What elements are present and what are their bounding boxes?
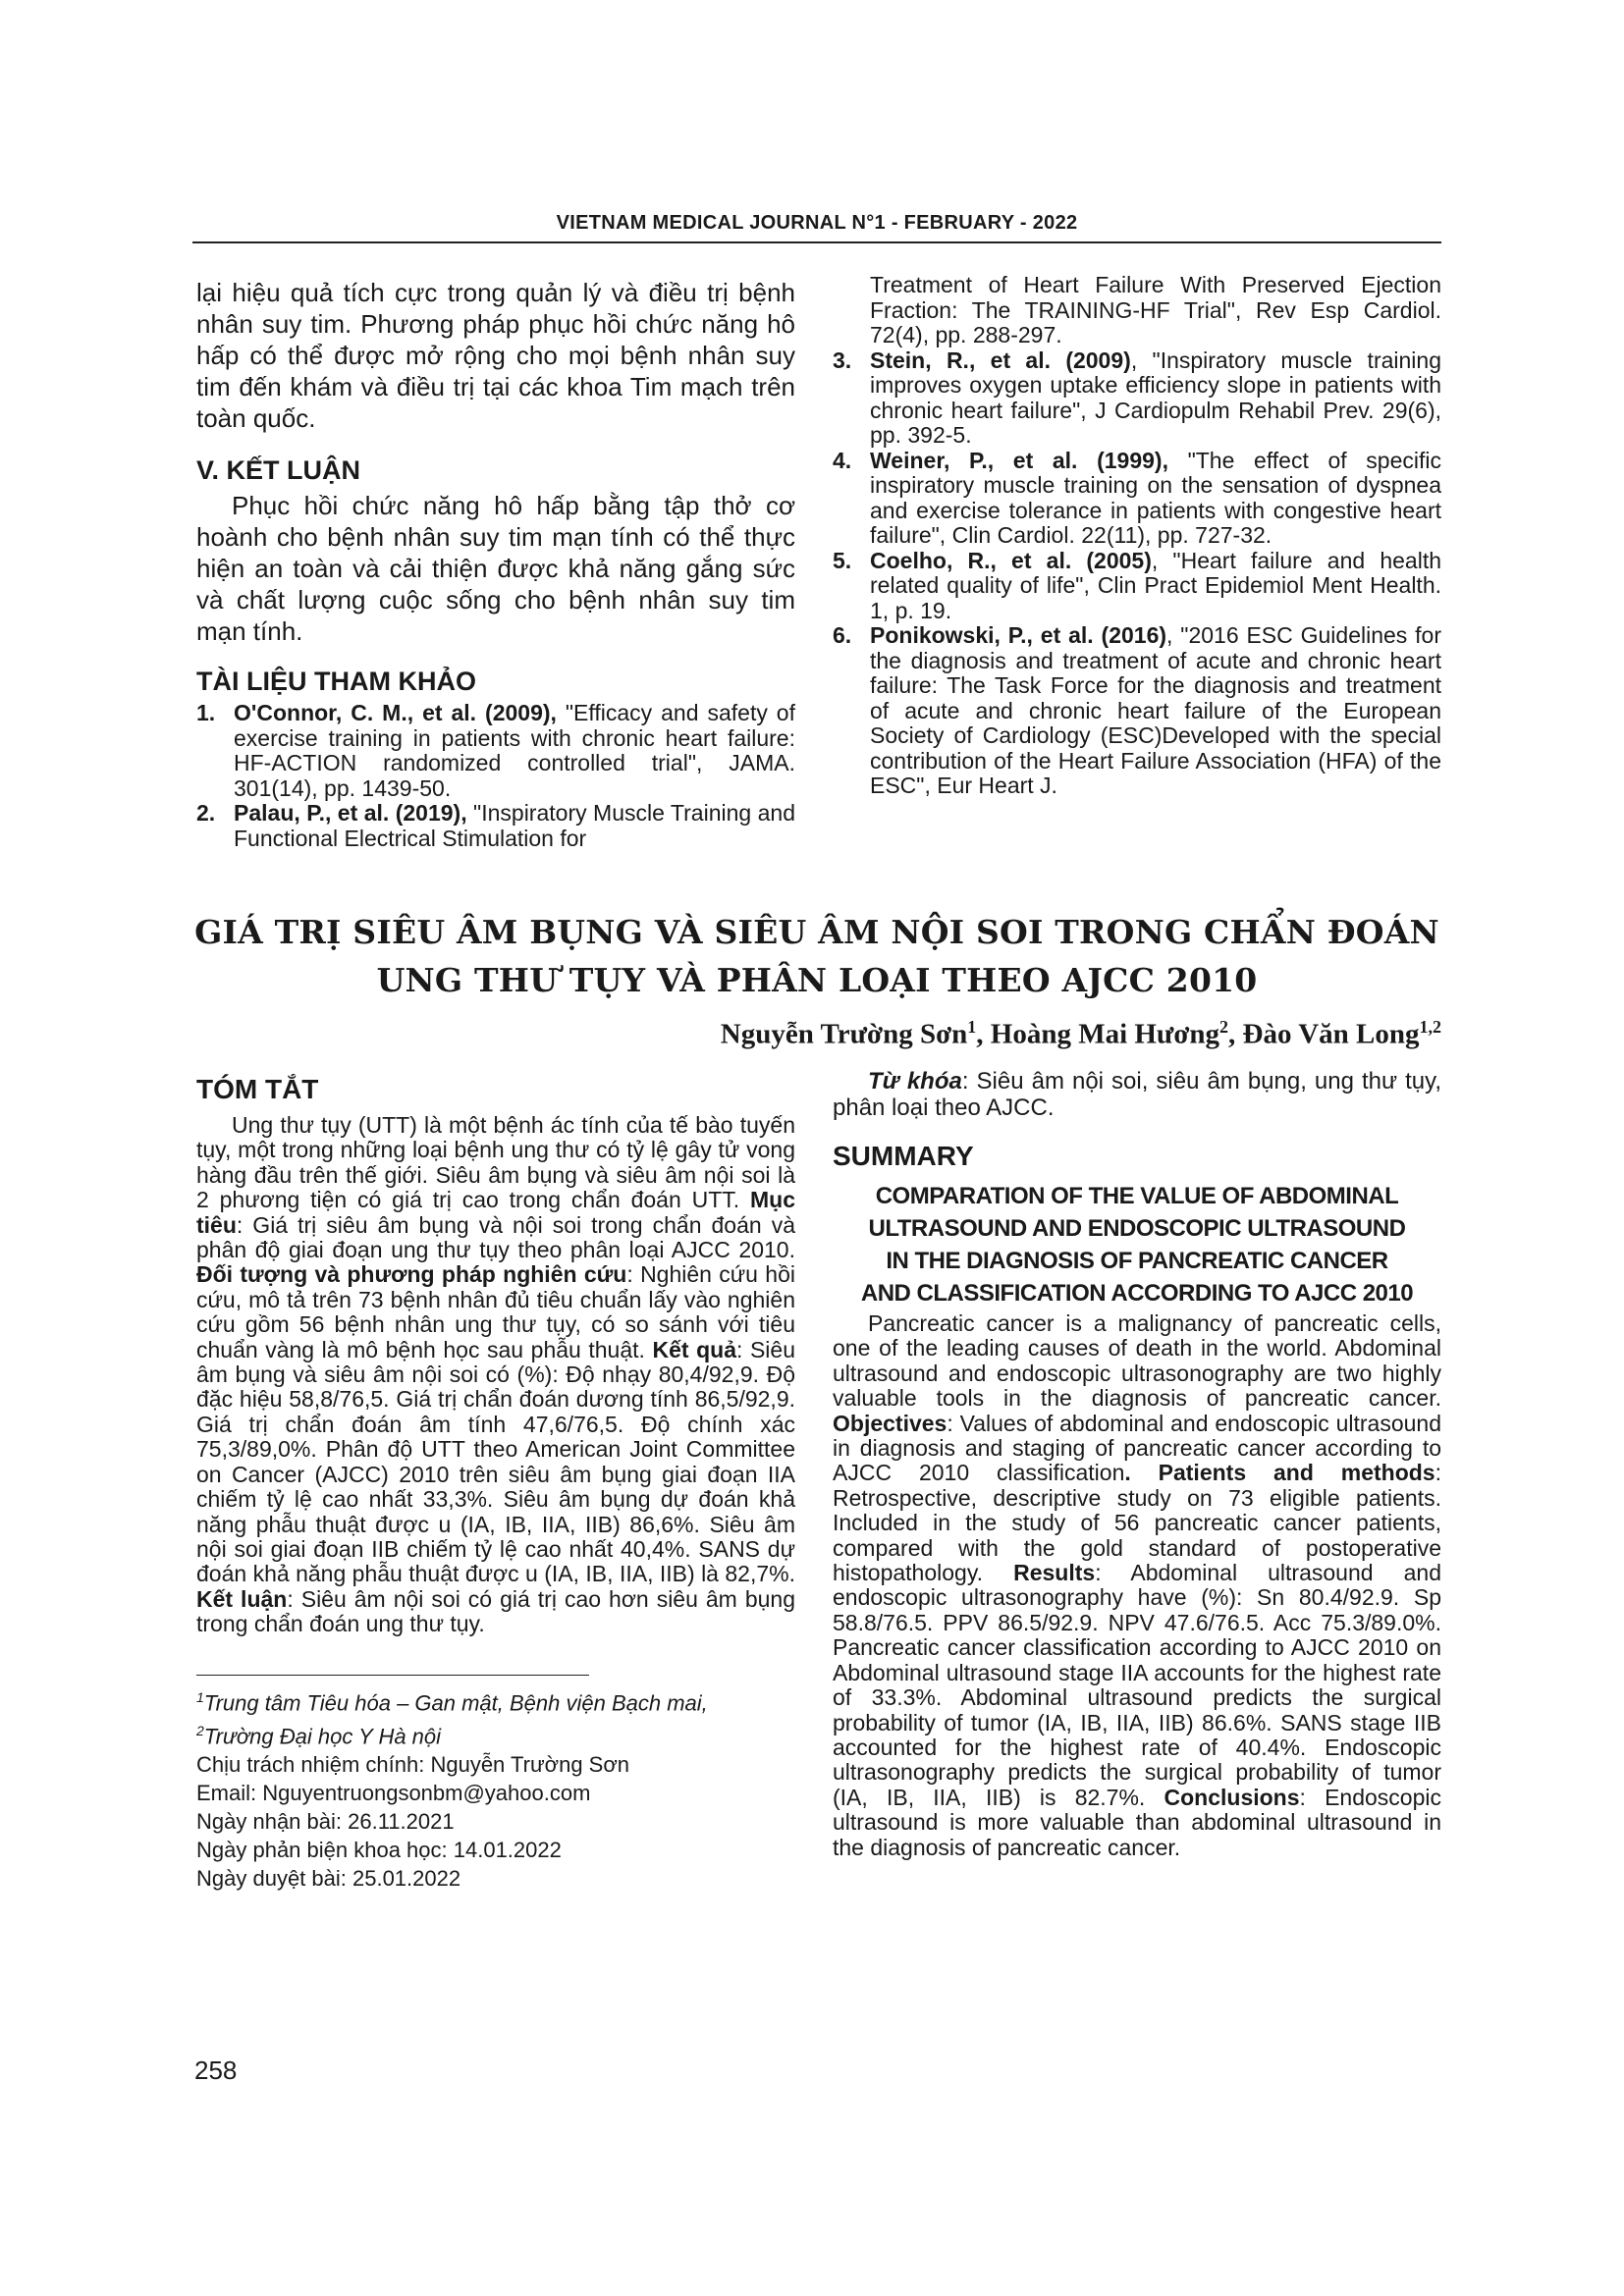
references-heading: TÀI LIỆU THAM KHẢO bbox=[196, 667, 476, 696]
author-email: Email: Nguyentruongsonbm@yahoo.com bbox=[196, 1781, 591, 1806]
reference-authors: Stein, R., et al. (2009) bbox=[870, 347, 1131, 373]
reference-list-right bbox=[833, 273, 1441, 799]
conclusion-heading: V. KẾT LUẬN bbox=[196, 455, 361, 485]
affiliation-mark: 2 bbox=[196, 1722, 204, 1738]
summary-en-conclusions-label: Conclusions bbox=[1164, 1784, 1300, 1810]
summary-title-line: IN THE DIAGNOSIS OF PANCREATIC CANCER bbox=[886, 1248, 1388, 1274]
summary-en-results-text: : Abdominal ultrasound and endoscopic ultrasonography have (%): Sn 80.4/92.9. Sp 58.8/76.5. PPV 86.5/92.9. NPV 47.6/76.5. Acc 75.3/89.0%. Pancreatic cancer classification according to AJCC 2010 on Abdominal ultrasound stage IIA accounts for the highest rate of 33.3%. Abdominal ultrasound predicts the surgical probability of tumor (IA, IB, IIA, IIB) 86.6%. SANS stage IIB accounted for the highest rate of 40.4%. Endoscopic ultrasonography predicts the surgical probability of tumor (IA, IB, IIA, IIB) is 82.7%. bbox=[833, 1560, 1441, 1810]
summary-title-line: AND CLASSIFICATION ACCORDING TO AJCC 2010 bbox=[860, 1280, 1414, 1307]
affiliation-text: Trung tâm Tiêu hóa – Gan mật, Bệnh viện Bạch mai, bbox=[203, 1689, 708, 1715]
summary-en-methods-label: . Patients and methods bbox=[1124, 1460, 1435, 1486]
abstract-vi-heading: TÓM TẮT bbox=[196, 1074, 319, 1104]
article-title-line-2: UNG THƯ TỤY VÀ PHÂN LOẠI THEO AJCC 2010 bbox=[376, 961, 1258, 999]
reference-list-left bbox=[196, 701, 795, 851]
summary-en-column bbox=[833, 1068, 1441, 1860]
reference-item bbox=[196, 701, 795, 801]
reference-authors: Ponikowski, P., et al. (2016) bbox=[870, 622, 1167, 648]
reference-authors: O'Connor, C. M., et al. (2009), bbox=[234, 700, 557, 725]
abstract-vi-methods-text: : Nghiên cứu hồi cứu, mô tả trên 73 bệnh nhân đủ tiêu chuẩn lấy vào nghiên cứu gồm 56 bệnh nhân ung thư tụy, có so sánh với tiêu chuẩn vàng là mô bệnh học sau phẫu thuật. bbox=[196, 1261, 795, 1362]
summary-en-intro: Pancreatic cancer is a malignancy of pancreatic cells, one of the leading causes of death in the world. Abdominal ultrasound and endoscopic ultrasonography are two highly valuable tools in the diagnosis of pancreatic cancer. bbox=[833, 1310, 1441, 1412]
reference-item bbox=[196, 801, 795, 851]
reference-text: , "Inspiratory muscle training improves oxygen uptake efficiency slope in patients with chronic heart failure", J Cardiopulm Rehabil Prev. 29(6), pp. 392-5. bbox=[870, 347, 1441, 448]
reference-item bbox=[833, 623, 1441, 799]
abstract-vi-results-label: Kết quả bbox=[652, 1336, 736, 1362]
summary-en-objectives-text: : Values of abdominal and endoscopic ultrasound in diagnosis and staging of pancreatic cancer according to AJCC 2010 classification bbox=[833, 1410, 1441, 1486]
abstract-vi-conclusion-label: Kết luận bbox=[196, 1585, 288, 1612]
author-separator: , bbox=[976, 1018, 991, 1050]
affiliation-2 bbox=[196, 1717, 795, 1750]
affiliation-mark: 1 bbox=[196, 1688, 204, 1705]
reference-text: "Efficacy and safety of exercise training in patients with chronic heart failure: HF-ACTION randomized controlled trial", JAMA. 301(14), pp. 1439-50. bbox=[234, 700, 795, 801]
header-rule bbox=[192, 241, 1441, 243]
reference-number: 4. bbox=[833, 447, 852, 473]
summary-en-objectives-label: Objectives bbox=[833, 1410, 947, 1436]
author-affiliation-mark: 1,2 bbox=[1419, 1017, 1441, 1037]
summary-title bbox=[833, 1180, 1441, 1309]
reference-text: , "2016 ESC Guidelines for the diagnosis and treatment of acute and chronic heart failure: The Task Force for the diagnosis and treatment of acute and chronic heart failure of the European Society of Cardiology (ESC)Developed with the special contribution of the Heart Failure Association (HFA) of the ESC", Eur Heart J. bbox=[870, 622, 1441, 798]
summary-en-conclusions-text: : Endoscopic ultrasound is more valuable than abdominal ultrasound in the diagnosis of pancreatic cancer. bbox=[833, 1784, 1441, 1860]
reference-item bbox=[833, 348, 1441, 449]
date-reviewed: Ngày phản biện khoa học: 14.01.2022 bbox=[196, 1838, 562, 1863]
keywords-label: Từ khóa bbox=[868, 1068, 962, 1095]
responsible-author: Chịu trách nhiệm chính: Nguyễn Trường Sơn bbox=[196, 1752, 630, 1778]
author-line bbox=[721, 1017, 1441, 1051]
footnote-rule bbox=[196, 1675, 589, 1676]
reference-item bbox=[833, 549, 1441, 624]
reference-text: "The effect of specific inspiratory muscle training on the sensation of dyspnea and exercise tolerance in patients with congestive heart failure", Clin Cardiol. 22(11), pp. 727-32. bbox=[870, 447, 1441, 548]
reference-text: "Inspiratory Muscle Training and Functional Electrical Stimulation for bbox=[234, 800, 795, 851]
summary-en-text bbox=[833, 1311, 1441, 1860]
reference-number: 5. bbox=[833, 547, 852, 573]
summary-heading: SUMMARY bbox=[833, 1141, 974, 1171]
abstract-vi-column bbox=[196, 1074, 795, 1893]
reference-number: 3. bbox=[833, 347, 852, 373]
reference-number: 1. bbox=[196, 700, 216, 725]
abstract-vi-objective-text: : Giá trị siêu âm bụng và nội soi trong chẩn đoán và phân độ giai đoạn ung thư tụy theo phân loại AJCC 2010. bbox=[196, 1211, 795, 1263]
reference-number: 6. bbox=[833, 622, 852, 648]
prev-article-continued-text: lại hiệu quả tích cực trong quản lý và điều trị bệnh nhân suy tim. Phương pháp phục hồi chức năng hô hấp có thể được mở rộng cho mọi bệnh nhân suy tim đến khám và điều trị tại các khoa Tim mạch trên toàn quốc. bbox=[196, 278, 795, 433]
affiliation-text: Trường Đại học Y Hà nội bbox=[203, 1724, 442, 1749]
summary-en-results-label: Results bbox=[1013, 1560, 1096, 1586]
reference-item bbox=[833, 449, 1441, 549]
reference-number: 2. bbox=[196, 800, 216, 826]
abstract-vi-methods-label: Đối tượng và phương pháp nghiên cứu bbox=[196, 1261, 627, 1288]
page-number: 258 bbox=[194, 2056, 238, 2085]
running-header: VIETNAM MEDICAL JOURNAL N°1 - FEBRUARY - 2022 bbox=[556, 212, 1078, 234]
summary-title-line: COMPARATION OF THE VALUE OF ABDOMINAL bbox=[875, 1183, 1399, 1209]
date-received: Ngày nhận bài: 26.11.2021 bbox=[196, 1809, 455, 1835]
summary-en-methods-text: : Retrospective, descriptive study on 73 eligible patients. Included in the study of 56 pancreatic cancer patients, compared with the gold standard of postoperative histopathology. bbox=[833, 1460, 1441, 1586]
abstract-vi-results-text: : Siêu âm bụng và siêu âm nội soi có (%): Độ nhạy 80,4/92,9. Độ đặc hiệu 58,8/76,5. Giá trị chẩn đoán dương tính 86,5/92,9. Giá trị chẩn đoán âm tính 47,6/76,5. Độ chính xác 75,3/89,0%. Phân độ UTT theo American Joint Committee on Cancer (AJCC) 2010 trên siêu âm bụng giai đoạn IIA chiếm tỷ lệ cao nhất 33,3%. Siêu âm bụng dự đoán khả năng phẫu thuật được u (IA, IB, IIA, IIB) 86,6%. Siêu âm nội soi giai đoạn IIB chiếm tỷ lệ cao nhất 40,4%. SANS dự đoán khả năng phẫu thuật được u (IA, IB, IIA, IIB) là 82,7%. bbox=[196, 1336, 795, 1587]
article-title-line-1: GIÁ TRỊ SIÊU ÂM BỤNG VÀ SIÊU ÂM NỘI SOI TRONG CHẨN ĐOÁN bbox=[194, 913, 1439, 951]
abstract-vi-intro: Ung thư tụy (UTT) là một bệnh ác tính của tế bào tuyến tụy, một trong những loại bệnh ung thư có tỷ lệ gây tử vong hàng đầu trên thế giới. Siêu âm bụng và siêu âm nội soi là 2 phương tiện có giá trị cao trong chẩn đoán UTT. bbox=[196, 1112, 795, 1213]
reference-authors: Coelho, R., et al. (2005) bbox=[870, 547, 1152, 573]
prev-article-right-column bbox=[833, 273, 1441, 799]
affiliation-1 bbox=[196, 1683, 795, 1717]
article-title bbox=[192, 908, 1441, 1004]
abstract-vi-conclusion-text: : Siêu âm nội soi có giá trị cao hơn siêu âm bụng trong chẩn đoán ung thư tụy. bbox=[196, 1585, 795, 1637]
reference-text: , "Heart failure and health related quality of life", Clin Pract Epidemiol Ment Health. 1, p. 19. bbox=[870, 547, 1441, 623]
keywords-vi bbox=[833, 1068, 1441, 1121]
reference-authors: Palau, P., et al. (2019), bbox=[234, 800, 467, 826]
author-separator: , bbox=[1228, 1018, 1243, 1050]
author-affiliation-mark: 2 bbox=[1219, 1017, 1229, 1037]
summary-title-line: ULTRASOUND AND ENDOSCOPIC ULTRASOUND bbox=[868, 1215, 1406, 1242]
reference-text: Treatment of Heart Failure With Preserved Ejection Fraction: The TRAINING-HF Trial", Rev Esp Cardiol. 72(4), pp. 288-297. bbox=[870, 272, 1441, 347]
date-accepted: Ngày duyệt bài: 25.01.2022 bbox=[196, 1866, 461, 1892]
reference-item-continued bbox=[833, 273, 1441, 348]
author-affiliation-mark: 1 bbox=[967, 1017, 977, 1037]
author-name: Hoàng Mai Hương bbox=[990, 1018, 1220, 1050]
reference-authors: Weiner, P., et al. (1999), bbox=[870, 447, 1168, 473]
abstract-vi-objective-label: Mục tiêu bbox=[196, 1187, 795, 1238]
author-name: Đào Văn Long bbox=[1242, 1018, 1420, 1050]
keywords-text: : Siêu âm nội soi, siêu âm bụng, ung thư tụy, phân loại theo AJCC. bbox=[833, 1068, 1441, 1121]
conclusion-text: Phục hồi chức năng hô hấp bằng tập thở cơ hoành cho bệnh nhân suy tim mạn tính có thể thực hiện an toàn và cải thiện được khả năng gắng sức và chất lượng cuộc sống cho bệnh nhân suy tim mạn tính. bbox=[196, 491, 795, 646]
abstract-vi-text bbox=[196, 1113, 795, 1637]
prev-article-left-column bbox=[196, 277, 795, 851]
author-name: Nguyễn Trường Sơn bbox=[720, 1018, 968, 1050]
